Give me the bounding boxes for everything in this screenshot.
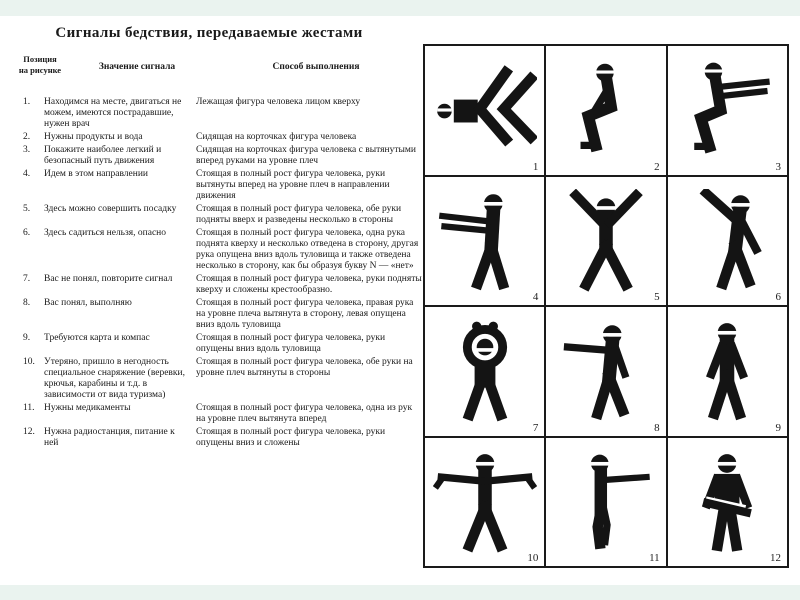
row-number: 11.	[23, 403, 35, 414]
pictogram-cell	[668, 307, 787, 436]
pictogram-cell	[425, 177, 544, 306]
table-row	[18, 228, 422, 272]
cell-number: 7	[532, 421, 539, 434]
lying-face-up-icon	[433, 58, 537, 162]
signal-method: Стоящая в полный рост фигура человека, одна из рук на уровне плеч вытянута вперед	[196, 403, 413, 425]
cell-number: 6	[775, 291, 781, 303]
signal-method: Стоящая в полный рост фигура человека, руки подняты кверху и сложены крестообразно.	[196, 274, 422, 296]
pictogram-cell	[546, 46, 665, 175]
arms-up-spread-icon	[554, 189, 658, 293]
row-number: 1.	[23, 97, 31, 107]
table-row	[18, 145, 422, 167]
row-number: 4.	[23, 169, 31, 180]
pictogram-grid	[423, 44, 789, 568]
arms-down-along-body-icon	[675, 319, 779, 423]
pictogram-cell	[668, 438, 787, 567]
signal-method: Стоящая в полный рост фигура человека, одна рука поднята кверху и несколько отведена в сторону, другая рука опущена вниз вдоль туловища и также отведена несколько в сторону, как бы образуя букву N — «нет»	[196, 228, 419, 272]
header-meaning: Значение сигнала	[98, 62, 176, 72]
signal-meaning: Нужна радиостанция, питание к ней	[44, 427, 175, 449]
page-frame-top	[0, 0, 800, 16]
cell-number: 10	[527, 552, 539, 564]
signal-meaning: Нужны продукты и вода	[44, 132, 143, 143]
signal-method: Стоящая в полный рост фигура человека, руки вытянуты вперед на уровне плеч в направлении движения	[196, 169, 390, 202]
signal-meaning: Требуются карта и компас	[44, 333, 150, 344]
table-row	[18, 204, 422, 226]
pictogram-cell	[425, 307, 544, 436]
pictogram-cell	[668, 177, 787, 306]
table-row	[18, 403, 422, 425]
signal-meaning: Находимся на месте, двигаться не можем, имеются пострадавшие, нужен врач	[44, 97, 182, 130]
signal-method: Сидящая на корточках фигура человека с вытянутыми вперед руками на уровне плеч	[196, 145, 416, 167]
pictogram-cell	[546, 438, 665, 567]
header-position: Позиция на рисунке	[18, 54, 62, 76]
row-number: 5.	[23, 204, 31, 215]
table-row	[18, 132, 422, 143]
one-arm-up-letter-n-icon	[675, 189, 779, 293]
page-frame-bottom	[0, 585, 800, 600]
signal-table	[18, 97, 422, 451]
table-row	[18, 333, 422, 355]
signal-meaning: Вас понял, выполняю	[44, 298, 132, 309]
cell-number: 2	[654, 160, 660, 173]
table-header	[18, 54, 420, 77]
pictogram-cell	[425, 46, 544, 175]
pictogram-cell	[668, 46, 787, 175]
signal-method: Лежащая фигура человека лицом кверху	[196, 97, 361, 107]
header-method: Способ выполнения	[272, 62, 360, 72]
pictogram-cell	[546, 307, 665, 436]
arms-down-folded-icon	[675, 450, 779, 554]
squatting-arms-forward-icon	[675, 58, 779, 162]
row-number: 7.	[23, 274, 31, 285]
row-number: 2.	[23, 132, 31, 143]
signal-meaning: Покажите наиболее легкий и безопасный путь движения	[44, 145, 162, 167]
cell-number: 9	[775, 421, 781, 434]
squatting-icon	[554, 58, 658, 162]
signal-method: Сидящая на корточках фигура человека	[196, 132, 357, 143]
pictogram-cell	[425, 438, 544, 567]
table-row	[18, 274, 422, 296]
arms-crossed-over-head-icon	[433, 319, 537, 423]
one-arm-to-side-icon	[554, 319, 658, 423]
cell-number: 3	[775, 160, 781, 173]
both-arms-out-sides-icon	[433, 450, 537, 554]
signal-method: Стоящая в полный рост фигура человека, руки опущены вниз вдоль туловища	[196, 333, 386, 355]
one-arm-forward-profile-icon	[554, 450, 658, 554]
signal-method: Стоящая в полный рост фигура человека, правая рука на уровне плеча вытянута в сторону, левая опущена вниз вдоль туловища	[196, 298, 414, 331]
cell-number: 1	[532, 160, 539, 173]
row-number: 10.	[23, 357, 35, 368]
cell-number: 8	[654, 421, 660, 434]
signal-meaning: Здесь можно совершить посадку	[44, 204, 177, 215]
cell-number: 11	[649, 552, 660, 564]
table-row	[18, 298, 422, 331]
cell-number: 12	[770, 552, 781, 564]
row-number: 8.	[23, 298, 31, 309]
signal-meaning: Вас не понял, повторите сигнал	[44, 274, 173, 285]
table-row	[18, 169, 422, 202]
signal-meaning: Идем в этом направлении	[44, 169, 149, 180]
table-row	[18, 357, 422, 401]
row-number: 6.	[23, 228, 31, 239]
pictogram-cell	[546, 177, 665, 306]
row-number: 3.	[23, 145, 31, 156]
signal-meaning: Здесь садиться нельзя, опасно	[44, 228, 166, 239]
signal-method: Стоящая в полный рост фигура человека, обе руки подняты вверх и разведены несколько в стороны	[196, 204, 402, 226]
table-row	[18, 97, 422, 130]
row-number: 9.	[23, 333, 31, 344]
table-row	[18, 427, 422, 449]
row-number: 12.	[23, 427, 35, 438]
cell-number: 4	[532, 291, 539, 303]
standing-arms-forward-icon	[433, 189, 537, 293]
signal-meaning: Нужны медикаменты	[44, 403, 131, 414]
signal-method: Стоящая в полный рост фигура человека, руки опущены вниз и сложены	[196, 427, 386, 449]
signal-method: Стоящая в полный рост фигура человека, обе руки на уровне плеч вытянуты в стороны	[196, 357, 413, 379]
signal-meaning: Утеряно, пришло в негодность специальное снаряжение (веревки, крючья, карабины и т.д. в зависимости от вида туризма)	[44, 357, 185, 401]
page-title: Сигналы бедствия, передаваемые жестами	[55, 25, 363, 41]
cell-number: 5	[654, 291, 660, 303]
